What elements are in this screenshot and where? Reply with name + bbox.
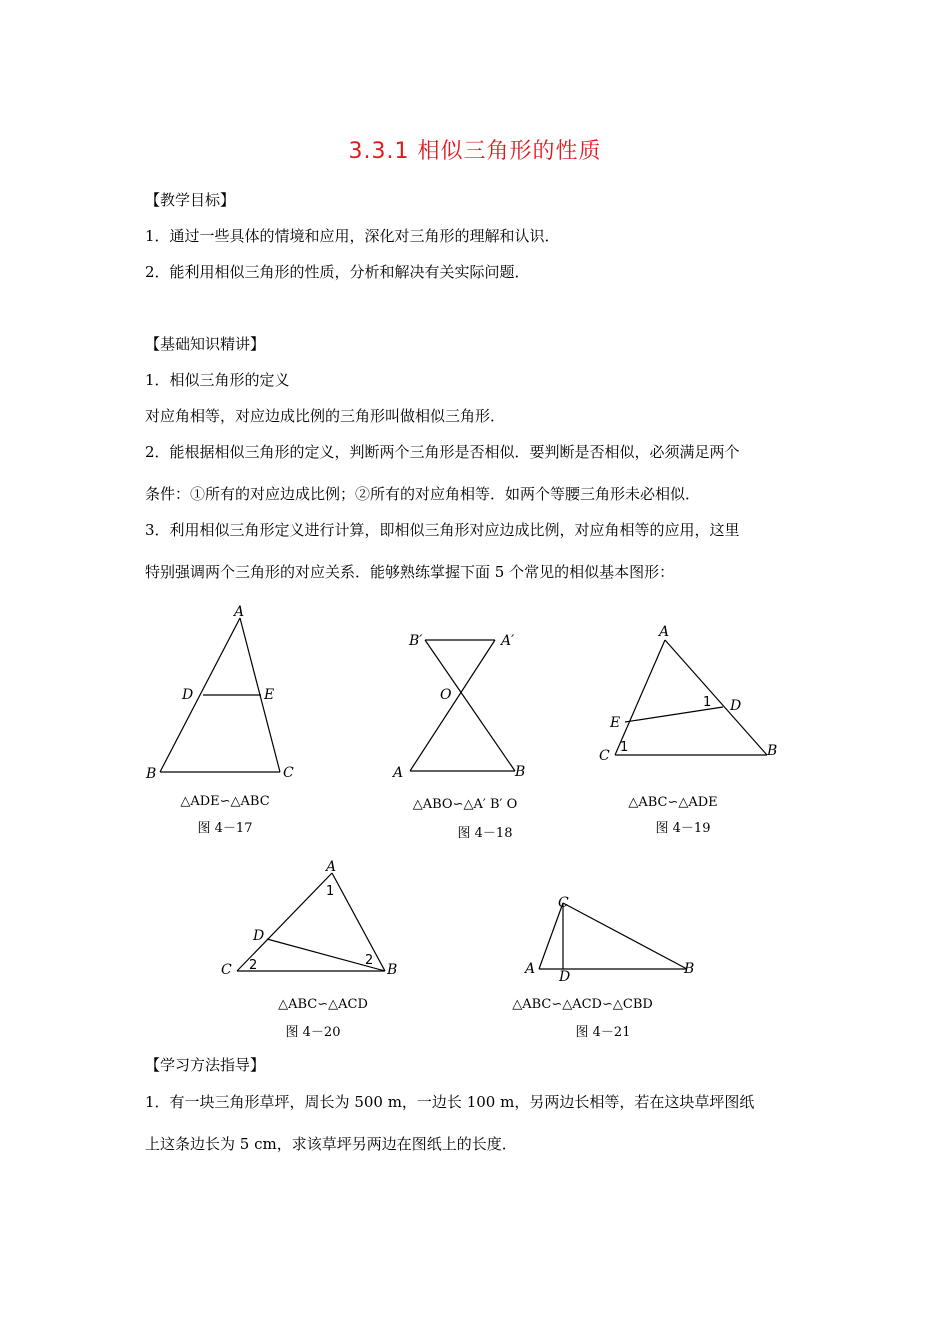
label-c: C [558, 895, 569, 911]
label-d: D [730, 698, 742, 714]
figure-4-18-caption: 图 4－18 [457, 826, 513, 841]
label-a: A [234, 604, 245, 620]
method-1-line2: 上这条边长为 5 cm，求该草坪另两边在图纸上的长度． [145, 1135, 517, 1153]
figure-4-18 [385, 625, 545, 785]
label-b: B [387, 962, 398, 978]
label-b: B [146, 766, 157, 782]
knowledge-3-line1: 3．利用相似三角形定义进行计算，即相似三角形对应边成比例，对应角相等的应用，这里 [145, 521, 740, 539]
method-1-line1: 1．有一块三角形草坪，周长为 500 m，一边长 100 m，另两边长相等，若在这块草坪图纸 [145, 1093, 755, 1111]
figure-4-18-relation: △ABO∽△A′ B′ O [412, 797, 518, 812]
figure-4-19-relation: △ABC∽△ADE [628, 795, 718, 810]
goal-1: 1．通过一些具体的情境和应用，深化对三角形的理解和认识． [145, 227, 560, 245]
figure-4-19 [595, 620, 795, 780]
figure-4-20-diagram [215, 855, 425, 985]
label-d: D [182, 687, 194, 703]
figure-4-18-diagram [385, 625, 545, 785]
knowledge-header: 【基础知识精讲】 [145, 335, 266, 353]
figure-4-20-caption: 图 4－20 [285, 1025, 341, 1040]
label-o: O [440, 687, 452, 703]
knowledge-2-line1: 2．能根据相似三角形的定义，判断两个三角形是否相似．要判断是否相似，必须满足两个 [145, 443, 740, 461]
label-c: C [599, 748, 610, 764]
label-e: E [610, 715, 621, 731]
label-b: B [767, 743, 778, 759]
label-c: C [283, 765, 294, 781]
figure-4-21-diagram [515, 885, 715, 985]
figure-4-19-diagram [595, 620, 795, 780]
angle-1-d: 1 [703, 695, 712, 710]
figure-4-17-relation: △ADE∽△ABC [180, 794, 270, 809]
angle-2-c: 2 [249, 958, 258, 973]
knowledge-1-text: 对应角相等，对应边成比例的三角形叫做相似三角形． [145, 407, 506, 425]
label-d: D [253, 928, 265, 944]
label-d: D [559, 969, 571, 985]
figure-4-21-caption: 图 4－21 [575, 1025, 631, 1040]
label-b: B [684, 961, 695, 977]
label-a: A [525, 961, 536, 977]
label-a-prime: A′ [501, 633, 515, 649]
figure-4-20 [215, 855, 425, 985]
angle-2-b: 2 [365, 953, 374, 968]
goal-2: 2．能利用相似三角形的性质，分析和解决有关实际问题． [145, 263, 530, 281]
knowledge-2-line2: 条件：①所有的对应边成比例；②所有的对应角相等．如两个等腰三角形未必相似． [145, 485, 701, 503]
angle-1-a: 1 [326, 884, 335, 899]
figure-4-19-caption: 图 4－19 [655, 821, 711, 836]
figure-4-21-relation: △ABC∽△ACD∽△CBD [512, 997, 653, 1012]
label-a: A [326, 859, 337, 875]
label-e: E [264, 687, 275, 703]
figure-4-17-diagram [140, 600, 310, 790]
figure-4-20-relation: △ABC∽△ACD [278, 997, 368, 1012]
label-c: C [221, 962, 232, 978]
label-b-prime: B′ [409, 633, 423, 649]
knowledge-1-title: 1．相似三角形的定义 [145, 371, 290, 389]
label-a: A [659, 624, 670, 640]
angle-1-c: 1 [620, 740, 629, 755]
figure-4-21 [515, 885, 715, 985]
method-header: 【学习方法指导】 [145, 1056, 266, 1074]
knowledge-3-line2: 特别强调两个三角形的对应关系．能够熟练掌握下面 5 个常见的相似基本图形： [145, 563, 675, 581]
figure-4-17 [140, 600, 310, 790]
label-b: B [515, 764, 526, 780]
goals-header: 【教学目标】 [145, 191, 236, 209]
page-title: 3.3.1 相似三角形的性质 [348, 139, 602, 164]
figure-4-17-caption: 图 4－17 [197, 821, 253, 836]
label-a: A [393, 765, 404, 781]
